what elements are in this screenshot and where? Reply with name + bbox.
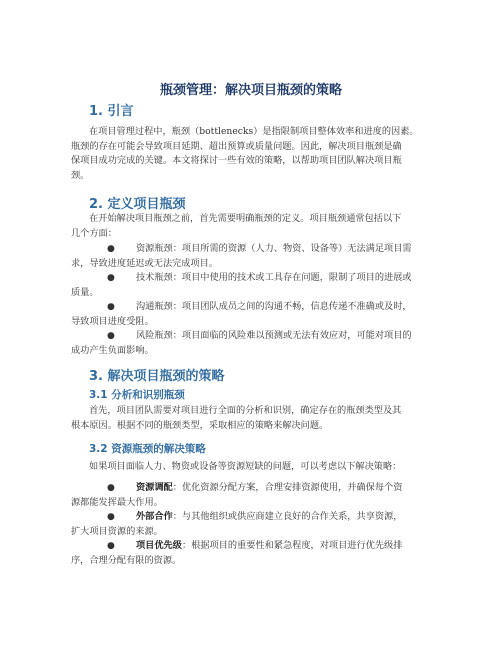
bullet-icon: ● (107, 331, 115, 341)
list-item-line: ：优化资源分配方案，合理安排资源使用，并确保每个资 (172, 482, 403, 493)
bullet-icon: ● (107, 512, 115, 522)
list-item-line: 沟通瓶颈：项目团队成员之间的沟通不畅，信息传递不准确或及时， (136, 301, 412, 312)
list-item-line: 源都能发挥最大作用。 (71, 496, 163, 508)
list-item-line: 求，导致进度延迟或无法完成项目。 (71, 257, 218, 269)
bullet-icon: ● (107, 302, 115, 312)
subsection-3-2-intro (89, 460, 429, 475)
list-item (71, 539, 429, 568)
list-item-line: 风险瓶颈：项目面临的风险难以预测或无法有效应对，可能对项目的 (136, 330, 412, 341)
paragraph-line: 瓶颈的存在可能会导致项目延期、超出预算或质量问题。因此，解决项目瓶颈是确 (71, 140, 402, 152)
list-item (71, 271, 429, 300)
list-item-line: 扩大项目资源的来源。 (71, 525, 163, 537)
paragraph-line: 保项目成功完成的关键。本文将探讨一些有效的策略，以帮助项目团队解决项目瓶 (71, 155, 402, 166)
subsection-3-2-heading: 3.2 资源瓶颈的解决策略 (89, 443, 206, 455)
section-2-heading: 2. 定义项目瓶颈 (89, 197, 186, 212)
list-item-term: 外部合作 (136, 511, 173, 522)
section-3-heading: 3. 解决项目瓶颈的策略 (89, 369, 225, 384)
list-item-line: 导致项目进度受阻。 (71, 315, 154, 327)
paragraph-line: 根本原因。根据不同的瓶颈类型，采取相应的策略来解决问题。 (71, 419, 329, 431)
paragraph-line: 首先，项目团队需要对项目进行全面的分析和识别，确定存在的瓶颈类型及其 (89, 405, 402, 416)
bullet-icon: ● (107, 244, 115, 254)
list-item (71, 510, 429, 539)
paragraph-line: 颈。 (71, 169, 90, 181)
subsection-3-1-paragraph (71, 404, 429, 433)
list-item (71, 481, 429, 510)
subsection-3-1-heading: 3.1 分析和识别瓶颈 (89, 389, 185, 401)
list-item-line: 资源瓶颈：项目所需的资源（人力、物资、设备等）无法满足项目需 (136, 243, 412, 254)
document-title: 瓶颈管理：解决项目瓶颈的策略 (159, 83, 342, 98)
paragraph-line: 在开始解决项目瓶颈之前，首先需要明确瓶颈的定义。项目瓶颈通常包括以下 (89, 213, 402, 224)
list-item-line: 成功产生负面影响。 (71, 344, 154, 356)
list-item-line: 序，合理分配有限的资源。 (71, 554, 182, 566)
paragraph-line: 几个方面： (71, 227, 117, 239)
section-1-heading: 1. 引言 (89, 104, 134, 119)
list-item (71, 329, 429, 358)
list-item-term: 项目优先级 (136, 540, 182, 551)
paragraph-line: 在项目管理过程中，瓶颈（bottlenecks）是指限制项目整体效率和进度的因素。 (89, 126, 419, 137)
list-item (71, 300, 429, 329)
list-item-line: ：与其他组织或供应商建立良好的合作关系，共享资源， (172, 511, 403, 522)
list-item-line: 技术瓶颈：项目中使用的技术或工具存在问题，限制了项目的进展或 (136, 272, 412, 283)
section-1-paragraph (71, 125, 429, 183)
section-2-intro (71, 212, 429, 241)
bullet-icon: ● (107, 483, 115, 493)
bullet-icon: ● (107, 273, 115, 283)
bullet-icon: ● (107, 541, 115, 551)
list-item (71, 242, 429, 271)
list-item-line: 质量。 (71, 286, 99, 298)
list-item-term: 资源调配 (136, 482, 173, 493)
list-item-line: ：根据项目的重要性和紧急程度，对项目进行优先级排 (181, 540, 403, 551)
paragraph-line: 如果项目面临人力、物资或设备等资源短缺的问题，可以考虑以下解决策略： (89, 461, 402, 472)
